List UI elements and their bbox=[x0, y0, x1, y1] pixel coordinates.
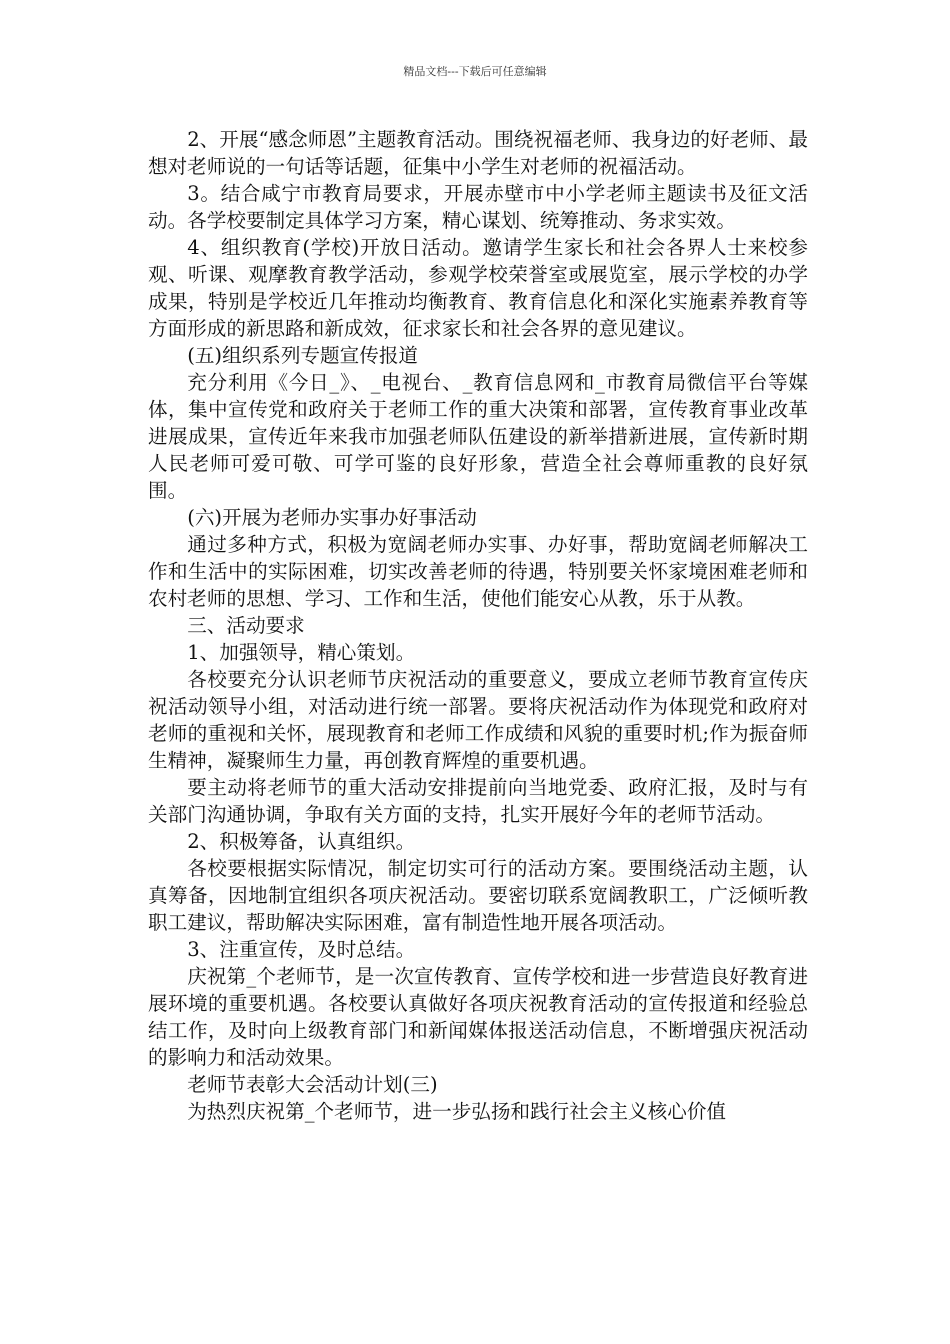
paragraph-reporting: 要主动将老师节的重大活动安排提前向当地党委、政府汇报，及时与有关部门沟通协调，争取有关方面的支持，扎实开展好今年的老师节活动。 bbox=[148, 776, 808, 826]
paragraph-activity-3: 3。结合咸宁市教育局要求，开展赤壁市中小学老师主题读书及征文活动。各学校要制定具体学习方案，精心谋划、统筹推动、务求实效。 bbox=[148, 182, 808, 232]
section-heading-6: (六)开展为老师办实事办好事活动 bbox=[187, 506, 477, 529]
paragraph-media-publicity: 充分利用《今日_》、_电视台、_教育信息网和_市教育局微信平台等媒体，集中宣传党和政府关于老师工作的重大决策和部署，宣传教育事业改革进展成果，宣传近年来我市加强老师队伍建设的新举措新进展，宣传新时期人民老师可爱可敬、可学可鉴的良好形象，营造全社会尊师重教的良好氛围。 bbox=[148, 371, 808, 502]
page-header: 精品文档---下载后可任意编辑 bbox=[403, 65, 547, 78]
plan-title-3: 老师节表彰大会活动计划(三) bbox=[187, 1073, 438, 1096]
subheading-preparation: 2、积极筹备，认真组织。 bbox=[187, 830, 416, 853]
subheading-leadership: 1、加强领导，精心策划。 bbox=[187, 641, 416, 664]
paragraph-plan-intro: 为热烈庆祝第_个老师节，进一步弘扬和践行社会主义核心价值 bbox=[187, 1100, 727, 1123]
paragraph-publicity: 庆祝第_个老师节，是一次宣传教育、宣传学校和进一步营造良好教育进展环境的重要机遇。各校要认真做好各项庆祝教育活动的宣传报道和经验总结工作，及时向上级教育部门和新闻媒体报送活动信息，不断增强庆祝活动的影响力和活动效果。 bbox=[148, 965, 808, 1069]
paragraph-activity-2: 2、开展“感念师恩”主题教育活动。围绕祝福老师、我身边的好老师、最想对老师说的一句话等话题，征集中小学生对老师的祝福活动。 bbox=[148, 128, 808, 178]
paragraph-leadership: 各校要充分认识老师节庆祝活动的重要意义，要成立老师节教育宣传庆祝活动领导小组，对活动进行统一部署。要将庆祝活动作为体现党和政府对老师的重视和关怀，展现教育和老师工作成绩和风貌的重要时机;作为振奋师生精神，凝聚师生力量，再创教育辉煌的重要机遇。 bbox=[148, 668, 808, 772]
document-body bbox=[148, 126, 808, 1125]
paragraph-teacher-support: 通过多种方式，积极为宽阔老师办实事、办好事，帮助宽阔老师解决工作和生活中的实际困难，切实改善老师的待遇，特别要关怀家境困难老师和农村老师的思想、学习、工作和生活，使他们能安心从教，乐于从教。 bbox=[148, 533, 808, 610]
section-heading-5: (五)组织系列专题宣传报道 bbox=[187, 344, 419, 367]
subheading-publicity: 3、注重宣传，及时总结。 bbox=[187, 938, 416, 961]
paragraph-activity-4: 4、组织教育(学校)开放日活动。邀请学生家长和社会各界人士来校参观、听课、观摩教育教学活动，参观学校荣誉室或展览室，展示学校的办学成果，特别是学校近几年推动均衡教育、教育信息化和深化实施素养教育等方面形成的新思路和新成效，征求家长和社会各界的意见建议。 bbox=[148, 236, 808, 340]
section-heading-requirements: 三、活动要求 bbox=[187, 614, 305, 637]
paragraph-preparation: 各校要根据实际情况，制定切实可行的活动方案。要围绕活动主题，认真筹备，因地制宜组织各项庆祝活动。要密切联系宽阔教职工，广泛倾听教职工建议，帮助解决实际困难，富有制造性地开展各项活动。 bbox=[148, 857, 808, 934]
